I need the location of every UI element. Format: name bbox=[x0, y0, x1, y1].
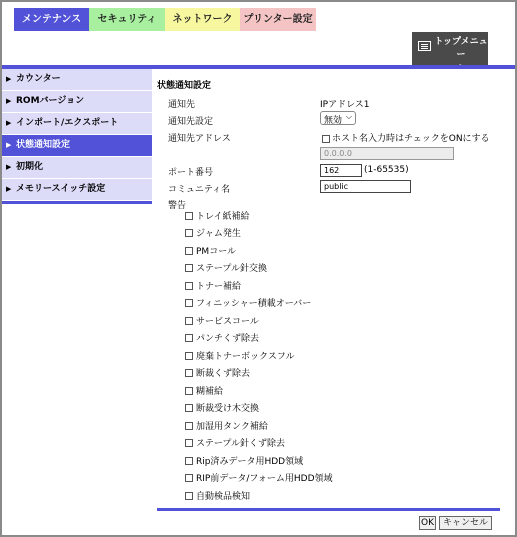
alert-label: RIP前データ/フォーム用HDD領域 bbox=[196, 474, 333, 484]
community-label: コミュニティ名 bbox=[168, 185, 231, 195]
sidebar-item-label: 状態通知設定 bbox=[16, 140, 71, 150]
alert-label: 廃棄トナーボックスフル bbox=[196, 352, 295, 362]
alert-item bbox=[185, 316, 259, 328]
alert-checkbox[interactable] bbox=[185, 492, 193, 500]
alert-label: トレイ紙補給 bbox=[196, 212, 250, 222]
alert-item bbox=[185, 403, 259, 415]
alert-checkbox[interactable] bbox=[185, 247, 193, 255]
hostname-checkbox-row bbox=[322, 131, 490, 144]
alert-item bbox=[185, 386, 223, 398]
port-input[interactable]: 162 bbox=[320, 164, 362, 177]
tab-printer-settings[interactable]: プリンター設定 bbox=[240, 8, 316, 31]
alert-label: サービスコール bbox=[196, 317, 259, 327]
address-input[interactable]: 0.0.0.0 bbox=[320, 147, 454, 160]
warning-label: 警告 bbox=[168, 201, 187, 211]
cancel-button[interactable]: キャンセル bbox=[439, 516, 492, 530]
sidebar bbox=[2, 69, 152, 204]
notify-target-value: IPアドレス1 bbox=[320, 100, 370, 110]
triangle-right-icon: ▶ bbox=[6, 141, 12, 149]
alert-item bbox=[185, 246, 236, 258]
top-menu-icon bbox=[418, 41, 431, 51]
alert-item bbox=[185, 211, 250, 223]
notify-setting-label: 通知先設定 bbox=[168, 117, 214, 127]
triangle-right-icon: ▶ bbox=[6, 119, 12, 127]
page-title: 状態通知設定 bbox=[157, 81, 212, 91]
triangle-right-icon: ▶ bbox=[6, 97, 12, 105]
hostname-checkbox-label: ホスト名入力時はチェックをONにする bbox=[332, 134, 490, 144]
tab-maintenance[interactable]: メンテナンス bbox=[14, 8, 89, 31]
alert-label: 糊補給 bbox=[196, 387, 224, 397]
port-label: ポート番号 bbox=[168, 168, 214, 178]
alert-item bbox=[185, 473, 333, 485]
alert-checkbox[interactable] bbox=[185, 212, 193, 220]
alert-label: トナー補給 bbox=[196, 282, 242, 292]
top-menu-label: トップメニュー bbox=[434, 37, 488, 60]
tab-bar bbox=[14, 8, 316, 31]
alert-label: 加湿用タンク補給 bbox=[196, 422, 268, 432]
alert-checkbox[interactable] bbox=[185, 474, 193, 482]
alert-checkbox[interactable] bbox=[185, 457, 193, 465]
notify-address-label: 通知先アドレス bbox=[168, 134, 231, 144]
chevron-down-icon: ⌵ bbox=[345, 112, 352, 121]
alert-item bbox=[185, 298, 311, 310]
sidebar-item-initialize[interactable] bbox=[2, 157, 152, 178]
alert-item bbox=[185, 421, 268, 433]
sidebar-item-status-notification[interactable] bbox=[2, 135, 152, 156]
alert-item bbox=[185, 438, 285, 450]
alert-checkbox[interactable] bbox=[185, 282, 193, 290]
alert-checkbox[interactable] bbox=[185, 264, 193, 272]
alert-label: Rip済みデータ用HDD領域 bbox=[196, 457, 304, 467]
notify-setting-select[interactable] bbox=[320, 111, 356, 125]
alert-checkbox[interactable] bbox=[185, 334, 193, 342]
alert-label: 断裁受け木交換 bbox=[196, 404, 260, 414]
alert-checkbox[interactable] bbox=[185, 299, 193, 307]
alert-label: ステープル針交換 bbox=[196, 264, 268, 274]
footer-divider bbox=[157, 508, 500, 511]
tab-network[interactable]: ネットワーク bbox=[165, 8, 240, 31]
ok-button[interactable]: OK bbox=[421, 518, 434, 528]
sidebar-item-rom-version[interactable] bbox=[2, 91, 152, 112]
alert-checkbox[interactable] bbox=[185, 352, 193, 360]
triangle-right-icon: ▶ bbox=[6, 163, 12, 171]
port-range: (1-65535) bbox=[364, 165, 409, 175]
triangle-right-icon: ▶ bbox=[6, 185, 12, 193]
alert-item bbox=[185, 491, 250, 503]
alert-label: パンチくず除去 bbox=[196, 334, 260, 344]
alert-label: 自動検品検知 bbox=[196, 492, 251, 502]
sidebar-item-label: 初期化 bbox=[16, 162, 44, 172]
alert-item bbox=[185, 281, 241, 293]
alert-checkbox[interactable] bbox=[185, 229, 193, 237]
hostname-checkbox[interactable] bbox=[322, 135, 330, 143]
alert-item bbox=[185, 263, 267, 275]
alert-item bbox=[185, 333, 259, 345]
sidebar-item-label: ROMバージョン bbox=[16, 96, 85, 106]
sidebar-item-counter[interactable] bbox=[2, 69, 152, 90]
sidebar-item-label: インポート/エクスポート bbox=[16, 118, 119, 128]
community-input[interactable]: public bbox=[320, 180, 411, 193]
alert-checkbox[interactable] bbox=[185, 369, 193, 377]
alert-checkbox[interactable] bbox=[185, 422, 193, 430]
sidebar-item-memory-switch[interactable] bbox=[2, 179, 152, 200]
alert-checkbox[interactable] bbox=[185, 317, 193, 325]
top-menu-button[interactable] bbox=[412, 32, 488, 65]
sidebar-item-label: メモリースイッチ設定 bbox=[16, 184, 106, 194]
alert-label: ステープル針くず除去 bbox=[196, 439, 286, 449]
alert-item bbox=[185, 456, 303, 468]
alert-label: 断裁くず除去 bbox=[196, 369, 251, 379]
notify-setting-value: 無効 bbox=[324, 116, 343, 126]
triangle-right-icon: ▶ bbox=[6, 75, 12, 83]
notify-target-label: 通知先 bbox=[168, 100, 196, 110]
alert-checkbox[interactable] bbox=[185, 404, 193, 412]
alert-item bbox=[185, 368, 250, 380]
alert-label: ジャム発生 bbox=[196, 229, 241, 239]
sidebar-item-label: カウンター bbox=[16, 74, 61, 84]
sidebar-divider bbox=[2, 201, 152, 204]
alert-item bbox=[185, 228, 241, 240]
alert-checkbox[interactable] bbox=[185, 387, 193, 395]
tab-security[interactable]: セキュリティ bbox=[89, 8, 165, 31]
alert-checkbox[interactable] bbox=[185, 439, 193, 447]
sidebar-item-import-export[interactable] bbox=[2, 113, 152, 134]
alert-label: フィニッシャー積載オーバー bbox=[196, 299, 312, 309]
alert-label: PMコール bbox=[196, 247, 237, 257]
alert-item bbox=[185, 351, 295, 363]
